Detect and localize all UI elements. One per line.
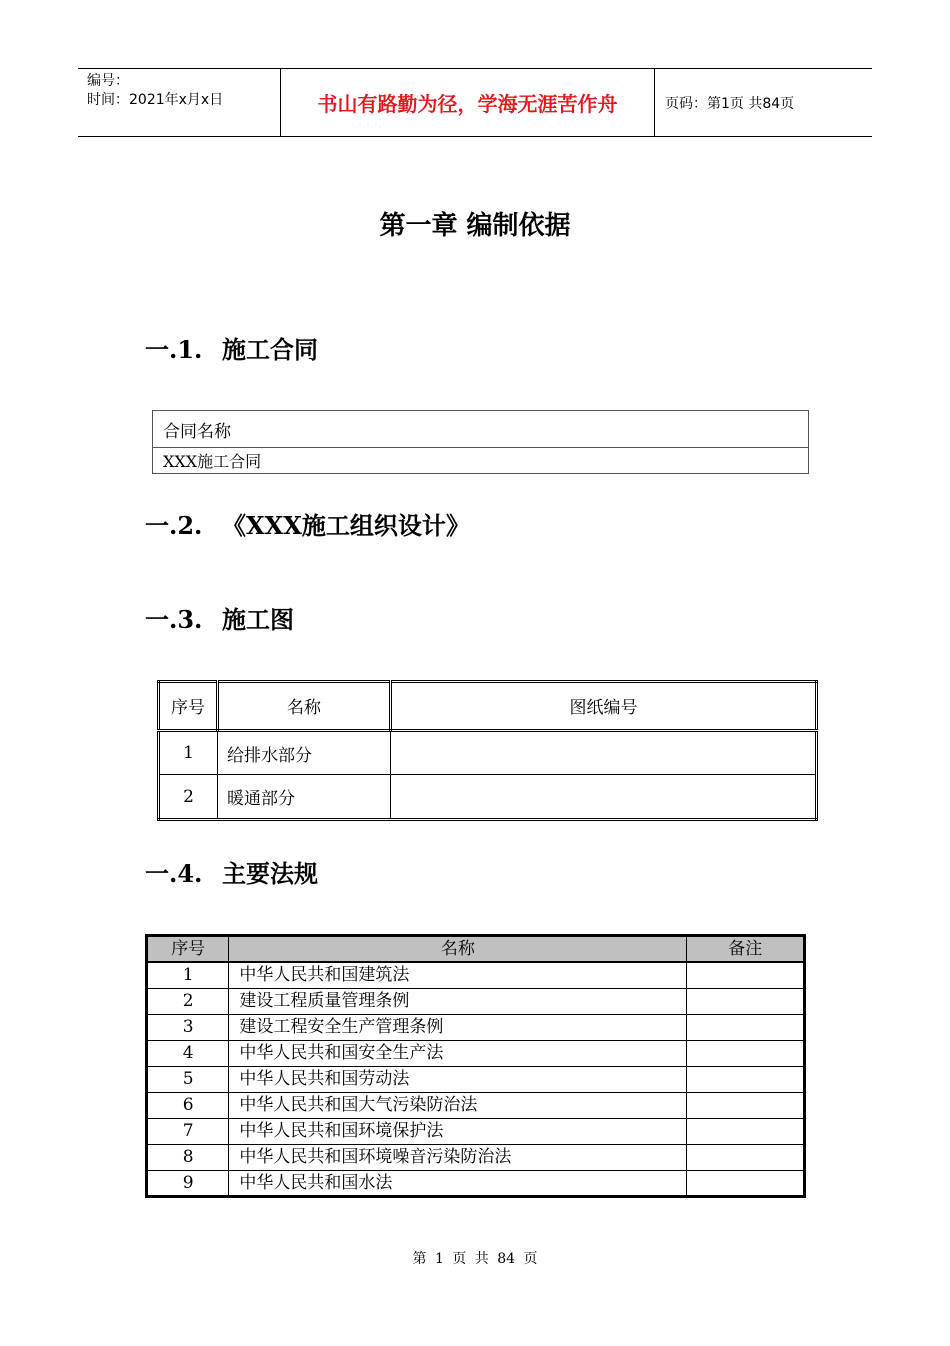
contract-value-cell: XXX施工合同 [153, 448, 809, 474]
row-remark [687, 1014, 805, 1040]
row-number: 1 [159, 730, 218, 775]
row-code [391, 775, 817, 820]
table-row [159, 775, 817, 820]
contract-header-cell: 合同名称 [153, 411, 809, 448]
number-label: 编号： [87, 73, 129, 89]
row-remark [687, 1170, 805, 1196]
time-label: 时间：2021年x月x日 [87, 92, 224, 108]
section-title: 《XXX施工组织设计》 [222, 511, 470, 540]
row-name: 建设工程质量管理条例 [229, 988, 687, 1014]
section-number: 一.3. [145, 605, 203, 634]
row-remark [687, 1040, 805, 1066]
row-name: 中华人民共和国大气污染防治法 [229, 1092, 687, 1118]
section-heading-3 [145, 600, 294, 635]
row-number: 2 [147, 988, 229, 1014]
row-remark [687, 988, 805, 1014]
header-cell: 名称 [229, 936, 687, 963]
contract-table [152, 410, 809, 474]
header-cell: 名称 [218, 682, 391, 731]
row-number: 9 [147, 1170, 229, 1196]
section-number: 一.1. [145, 335, 203, 364]
table-row [147, 1170, 805, 1196]
row-remark [687, 1066, 805, 1092]
table-row [147, 988, 805, 1014]
table-row [159, 730, 817, 775]
row-number: 5 [147, 1066, 229, 1092]
table-row [147, 1118, 805, 1144]
table-row [147, 1040, 805, 1066]
row-number: 8 [147, 1144, 229, 1170]
header-cell: 备注 [687, 936, 805, 963]
row-remark [687, 1144, 805, 1170]
row-name: 中华人民共和国水法 [229, 1170, 687, 1196]
page-header [78, 68, 872, 137]
row-remark [687, 1118, 805, 1144]
row-name: 中华人民共和国建筑法 [229, 962, 687, 988]
header-page-info: 页码：第1页 共84页 [665, 95, 795, 112]
row-name: 中华人民共和国环境噪音污染防治法 [229, 1144, 687, 1170]
chapter-title: 第一章 编制依据 [379, 211, 571, 241]
table-row [147, 1144, 805, 1170]
row-number: 4 [147, 1040, 229, 1066]
table-row [147, 1092, 805, 1118]
row-number: 1 [147, 962, 229, 988]
row-number: 3 [147, 1014, 229, 1040]
row-number: 6 [147, 1092, 229, 1118]
section-title: 施工合同 [222, 335, 318, 364]
row-name: 中华人民共和国安全生产法 [229, 1040, 687, 1066]
row-name: 暖通部分 [218, 775, 391, 820]
table-row [147, 962, 805, 988]
header-cell: 序号 [159, 682, 218, 731]
row-name: 建设工程安全生产管理条例 [229, 1014, 687, 1040]
section-heading-2 [145, 506, 470, 541]
row-name: 给排水部分 [218, 730, 391, 775]
table-row [147, 1066, 805, 1092]
header-cell: 序号 [147, 936, 229, 963]
drawing-table [157, 680, 818, 821]
section-heading-4 [145, 854, 318, 889]
section-title: 主要法规 [222, 859, 318, 888]
row-remark [687, 1092, 805, 1118]
header-motto: 书山有路勤为径，学海无涯苦作舟 [281, 69, 655, 136]
section-heading-1 [145, 330, 318, 365]
row-code [391, 730, 817, 775]
row-name: 中华人民共和国劳动法 [229, 1066, 687, 1092]
page-footer: 第 1 页 共 84 页 [412, 1251, 538, 1267]
row-number: 2 [159, 775, 218, 820]
section-number: 一.4. [145, 859, 203, 888]
row-number: 7 [147, 1118, 229, 1144]
header-meta [78, 69, 281, 136]
section-title: 施工图 [222, 605, 294, 634]
row-remark [687, 962, 805, 988]
header-cell: 图纸编号 [391, 682, 817, 731]
table-row [147, 1014, 805, 1040]
row-name: 中华人民共和国环境保护法 [229, 1118, 687, 1144]
section-number: 一.2. [145, 511, 203, 540]
law-table [145, 934, 806, 1198]
